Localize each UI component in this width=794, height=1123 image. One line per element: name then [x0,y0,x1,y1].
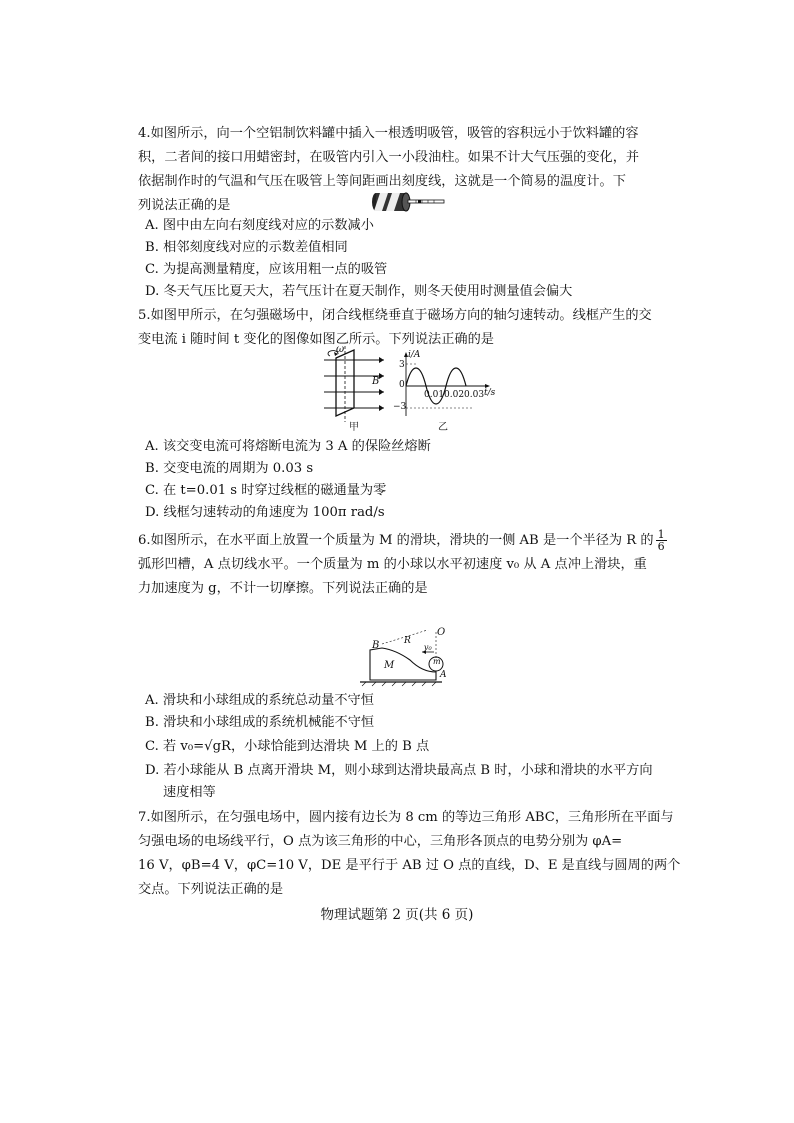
q7-line-2: 匀强电场的电场线平行，O 点为该三角形的中心，三角形各顶点的电势分别为 φA= [138,834,623,849]
q7-line-4: 交点。下列说法正确的是 [138,882,284,897]
current-time-graph [394,350,494,420]
q6-line-3: 力加速度为 g，不计一切摩擦。下列说法正确的是 [138,581,428,596]
q5-line-2: 变电流 i 随时间 t 变化的图像如图乙所示。下列说法正确的是 [138,332,494,347]
thermometer-can-figure [370,190,450,214]
q7-line-1: 7.如图所示，在匀强电场中，圆内接有边长为 8 cm 的等边三角形 ABC，三角形所在平面与 [138,810,674,825]
graph-y-axis-label: i/A [408,350,421,360]
q4-option-a: A. 图中由左向右刻度线对应的示数减小 [145,218,374,233]
y-tick-0: 0 [399,380,405,390]
question-6-stem [138,529,668,601]
point-b-label: B [372,640,380,651]
q4-line-3: 依据制作时的气温和气压在吸管上等间距画出刻度线，这就是一个简易的温度计。下 [138,174,626,189]
fraction-numerator: 1 [657,528,665,541]
q5-option-d: D. 线框匀速转动的角速度为 100π rad/s [145,505,385,520]
q5-line-1: 5.如图甲所示，在匀强磁场中，闭合线框绕垂直于磁场方向的轴匀速转动。线框产生的交 [138,308,652,323]
q6-option-b: B. 滑块和小球组成的系统机械能不守恒 [145,715,375,730]
point-o-label: O [437,627,446,638]
q6-option-d-cont: 速度相等 [163,785,216,800]
question-7-stem [138,806,681,902]
q4-option-c: C. 为提高测量精度，应该用粗一点的吸管 [145,262,388,277]
x-tick-001: 0.01 [424,390,445,400]
q6-option-d: D. 若小球能从 B 点离开滑块 M，则小球到达滑块最高点 B 时，小球和滑块的水平方向 [145,763,653,778]
b-field-label: B [372,376,380,387]
page-footer: 物理试题第 2 页(共 6 页) [320,907,474,923]
q6-line-2: 弧形凹槽，A 点切线水平。一个质量为 m 的小球以水平初速度 v₀ 从 A 点冲上滑块，重 [138,557,647,572]
velocity-v0-label: v₀ [424,643,432,652]
graph-x-axis-label: t/s [484,388,496,398]
q7-line-3: 16 V，φB=4 V，φC=10 V，DE 是平行于 AB 过 O 点的直线，D、E 是直线与圆周的两个 [138,858,681,873]
y-tick-neg3: −3 [393,402,407,412]
q4-line-4: 列说法正确的是 [138,198,231,213]
q6-option-c: C. 若 v₀=√gR，小球恰能到达滑块 M 上的 B 点 [145,739,430,754]
omega-label: ω [336,344,345,355]
figure-jia-caption: 甲 [349,422,359,433]
q4-option-b: B. 相邻刻度线对应的示数差值相同 [145,240,348,255]
q5-option-b: B. 交变电流的周期为 0.03 s [145,461,314,476]
q6-option-a: A. 滑块和小球组成的系统总动量不守恒 [145,693,374,708]
q6-line-1 [138,529,668,553]
point-a-label: A [440,670,447,680]
one-sixth-fraction [656,529,667,552]
q5-option-c: C. 在 t=0.01 s 时穿过线框的磁通量为零 [145,483,387,498]
y-tick-3: 3 [399,360,405,370]
figure-yi-caption: 乙 [438,422,448,433]
q4-line-2: 积，二者间的接口用蜡密封，在吸管内引入一小段油柱。如果不计大气压强的变化，并 [138,150,640,165]
fraction-denominator: 6 [657,540,665,553]
q4-option-d: D. 冬天气压比夏天大，若气压计在夏天制作，则冬天使用时测量值会偏大 [145,284,573,299]
ball-m-label: m [433,657,441,666]
x-tick-003: 0.03 [464,390,485,400]
q5-option-a: A. 该交变电流可将熔断电流为 3 A 的保险丝熔断 [145,439,431,454]
q4-line-1: 4.如图所示，向一个空铝制饮料罐中插入一根透明吸管，吸管的容积远小于饮料罐的容 [138,126,639,141]
question-5-stem [138,304,668,352]
x-tick-002: 0.02 [444,390,465,400]
rotating-coil-figure [320,346,388,428]
q6-line-1-text: 6.如图所示，在水平面上放置一个质量为 M 的滑块，滑块的一侧 AB 是一个半径为 R 的 [138,533,654,548]
slider-m-label: M [384,660,395,671]
radius-r-label: R [404,636,411,646]
